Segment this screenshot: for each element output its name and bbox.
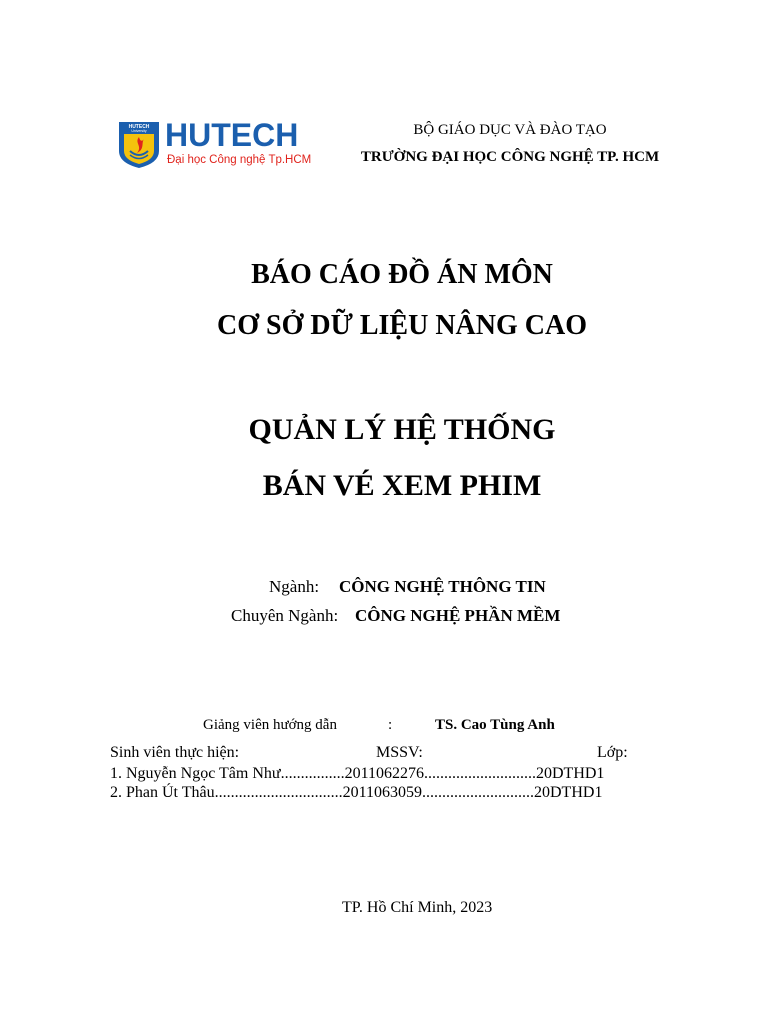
place-date: TP. Hồ Chí Minh, 2023 (342, 899, 493, 916)
leader-dots: ................................ (214, 784, 343, 801)
student-class: 20DTHD1 (535, 765, 605, 782)
student-id-header: MSSV: (376, 744, 423, 761)
svg-text:University: University (131, 129, 147, 133)
advisor-label: Giảng viên hướng dẫn (203, 717, 337, 733)
hutech-shield-icon (118, 121, 160, 169)
report-title-line1: BÁO CÁO ĐỒ ÁN MÔN (251, 259, 553, 290)
advisor-colon: : (388, 717, 393, 733)
major-value: CÔNG NGHỆ THÔNG TIN (339, 577, 546, 596)
project-title-line1: QUẢN LÝ HỆ THỐNG (248, 413, 556, 446)
report-title-line2: CƠ SỞ DỮ LIỆU NÂNG CAO (217, 310, 587, 341)
student-name: 1. Nguyễn Ngọc Tâm Như (110, 765, 281, 782)
students-header-label: Sinh viên thực hiện: (110, 744, 240, 761)
leader-dots: ............................ (422, 784, 534, 801)
svg-text:HUTECH: HUTECH (128, 124, 150, 130)
specialization-label: Chuyên Ngành: (231, 606, 339, 625)
major-label: Ngành: (269, 577, 320, 596)
advisor-name: TS. Cao Tùng Anh (435, 717, 555, 733)
project-title-line2: BÁN VÉ XEM PHIM (262, 469, 542, 502)
table-row (110, 765, 604, 783)
leader-dots: ................ (280, 765, 345, 782)
student-id: 2011062276 (344, 765, 424, 782)
ministry-heading: BỘ GIÁO DỤC VÀ ĐÀO TẠO (413, 122, 607, 138)
logo-subtitle: Đại học Công nghệ Tp.HCM (167, 154, 312, 166)
student-class: 20DTHD1 (534, 784, 603, 801)
specialization-value: CÔNG NGHỆ PHẦN MỀM (355, 606, 561, 625)
university-heading: TRƯỜNG ĐẠI HỌC CÔNG NGHỆ TP. HCM (360, 149, 660, 165)
logo-brand-text: HUTECH (165, 117, 299, 153)
student-id: 2011063059 (342, 784, 422, 801)
hutech-logo (118, 117, 318, 169)
class-header: Lớp: (597, 744, 628, 761)
student-name: 2. Phan Út Thâu (110, 784, 215, 801)
table-row (110, 784, 602, 802)
leader-dots: ............................ (423, 765, 536, 782)
